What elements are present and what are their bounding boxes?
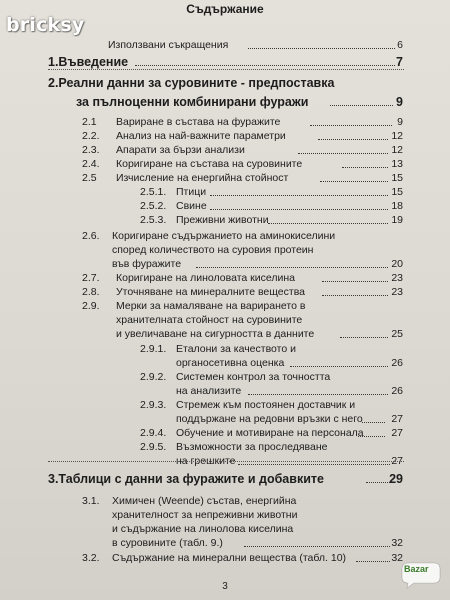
toc-entry-title: Мерки за намаляване на варирането в: [116, 300, 306, 312]
toc-entry: [0, 494, 450, 508]
toc-entry: [0, 229, 450, 243]
toc-entry-title: в суровините (табл. 9.): [112, 537, 223, 549]
toc-leader-dots: [322, 295, 388, 296]
toc-entry-page: 18: [391, 200, 403, 212]
toc-entry-number: 2.4.: [82, 158, 100, 170]
toc-entry-title: Изчисление на енергийна стойност: [116, 172, 289, 184]
toc-entry-title: Химичен (Weende) състав, енергийна: [112, 495, 297, 507]
toc-entry-number: 2.3.: [82, 144, 100, 156]
toc-entry: [0, 185, 450, 199]
toc-entry-page: 23: [391, 286, 403, 298]
toc-entry-title: Вариране в състава на фуражите: [116, 116, 281, 128]
toc-leader-dots: [310, 125, 392, 126]
toc-entry-page: 20: [391, 258, 403, 270]
toc-entry-title: 1.Въведение: [48, 55, 129, 69]
toc-entry-title: поддържане на редовни връзки с него: [176, 413, 363, 425]
toc-entry-number: 2.9.3.: [140, 399, 167, 411]
toc-entry: [0, 76, 450, 90]
toc-entry: [0, 38, 450, 52]
toc-leader-dots: [238, 464, 390, 465]
toc-leader-dots: [358, 436, 385, 437]
toc-entry-page: 7: [396, 55, 403, 69]
toc-entry: [0, 440, 450, 454]
toc-entry-number: 2.9.1.: [140, 343, 167, 355]
toc-entry: [0, 313, 450, 327]
toc-leader-dots: [318, 139, 388, 140]
toc-entry: [0, 55, 450, 69]
toc-entry-page: 6: [397, 39, 403, 51]
toc-entry: [0, 398, 450, 412]
toc-entry: [0, 115, 450, 129]
toc-entry: [0, 299, 450, 313]
toc-leader-dots: [298, 153, 388, 154]
toc-entry-page: 32: [391, 552, 403, 564]
toc-entry-page: 27: [391, 455, 403, 467]
toc-entry-number: 2.9.: [82, 300, 100, 312]
toc-entry-page: 26: [391, 357, 403, 369]
toc-entry-number: 2.7.: [82, 272, 100, 284]
page-title: Съдържание: [186, 2, 264, 16]
toc-entry-title: Стремеж към постоянен доставчик и: [176, 399, 356, 411]
toc-entry: [0, 285, 450, 299]
toc-entry-number: 2.8.: [82, 286, 100, 298]
toc-leader-dots: [248, 394, 388, 395]
toc-entry-title: във фуражите: [112, 258, 182, 270]
toc-entry-page: 13: [391, 158, 403, 170]
toc-entry: [0, 370, 450, 384]
toc-entry-title: Апарати за бързи анализи: [116, 144, 245, 156]
toc-entry: [0, 522, 450, 536]
toc-entry-title: Съдържание на минерални вещества (табл. 10): [112, 552, 347, 564]
toc-entry-page: 23: [391, 272, 403, 284]
toc-entry-page: 12: [391, 144, 403, 156]
toc-entry: [0, 426, 450, 440]
toc-entry: [0, 243, 450, 257]
toc-entry: [0, 257, 450, 271]
toc-entry-number: 2.5: [82, 172, 97, 184]
toc-entry-page: 19: [391, 214, 403, 226]
toc-entry-number: 2.9.5.: [140, 441, 167, 453]
toc-leader-dots: [330, 105, 393, 106]
toc-entry-page: 9: [396, 95, 403, 109]
toc-leader-dots: [362, 422, 385, 423]
toc-entry: [0, 95, 450, 109]
toc-entry-title: на грешките: [176, 455, 236, 467]
toc-leader-dots: [244, 546, 390, 547]
toc-leader-dots: [210, 209, 388, 210]
toc-leader-dots: [320, 181, 388, 182]
toc-entry-title: Системен контрол за точността: [176, 371, 331, 383]
toc-entry: [0, 472, 450, 486]
toc-leader-dots: [356, 561, 390, 562]
toc-entry: [0, 384, 450, 398]
toc-entry-number: 2.5.1.: [140, 186, 167, 198]
toc-entry: [0, 213, 450, 227]
toc-entry-title: на анализите: [176, 385, 242, 397]
toc-entry-page: 25: [391, 328, 403, 340]
toc-entry-page: 27: [391, 427, 403, 439]
toc-leader-dots: [290, 366, 388, 367]
toc-leader-dots: [342, 167, 388, 168]
toc-entry: [0, 143, 450, 157]
toc-entry-title: Уточняване на минералните вещества: [116, 286, 305, 298]
toc-entry-title: Еталони за качеството и: [176, 343, 296, 355]
toc-entry: [0, 199, 450, 213]
toc-entry-page: 32: [391, 537, 403, 549]
toc-entry: [0, 271, 450, 285]
toc-entry: [0, 171, 450, 185]
toc-leader-dots: [196, 267, 388, 268]
toc-entry-title: Коригиране на състава на суровините: [116, 158, 303, 170]
toc-entry-number: 2.9.2.: [140, 371, 167, 383]
section-divider: [48, 69, 404, 70]
toc-entry-title: Използвани съкращения: [108, 39, 229, 51]
toc-entry-title: хранителната стойност на суровините: [116, 314, 303, 326]
toc-entry: [0, 356, 450, 370]
toc-entry-title: Възможности за проследяване: [176, 441, 328, 453]
toc-entry-title: 2.Реални данни за суровините - предпоставка: [48, 76, 335, 90]
toc-entry-title: за пълноценни комбинирани фуражи: [76, 95, 309, 109]
toc-entry-title: Преживни животни: [176, 214, 269, 226]
toc-entry-title: и съдържание на линолова киселина: [112, 523, 294, 535]
toc-entry-number: 3.2.: [82, 552, 100, 564]
toc-entry-page: 29: [389, 472, 403, 486]
toc-entry-title: Коригиране съдържанието на аминокиселини: [112, 230, 336, 242]
toc-entry-number: 2.5.2.: [140, 200, 167, 212]
toc-leader-dots: [210, 195, 388, 196]
page-number: 3: [222, 581, 228, 592]
toc-entry: [0, 412, 450, 426]
toc-entry: [0, 508, 450, 522]
toc-entry-page: 27: [391, 413, 403, 425]
toc-entry-page: 9: [397, 116, 403, 128]
toc-entry: [0, 551, 450, 565]
toc-entry-title: Свине: [176, 200, 207, 212]
toc-entry-title: Птици: [176, 186, 207, 198]
section-divider: [48, 461, 404, 462]
toc-entry-number: 2.5.3.: [140, 214, 167, 226]
watermark-right: Bazar: [404, 564, 429, 574]
toc-entry: [0, 327, 450, 341]
toc-entry-title: Коригиране на линоловата киселина: [116, 272, 295, 284]
toc-leader-dots: [340, 337, 388, 338]
toc-entry-title: органосетивна оценка: [176, 357, 285, 369]
toc-entry: [0, 157, 450, 171]
toc-entry-number: 2.1: [82, 116, 97, 128]
toc-entry-title: Анализ на най-важните параметри: [116, 130, 286, 142]
toc-entry-number: 3.1.: [82, 495, 100, 507]
toc-entry-page: 26: [391, 385, 403, 397]
watermark-left: bricksy: [6, 14, 85, 36]
toc-entry: [0, 129, 450, 143]
toc-entry-title: според количеството на суровия протеин: [112, 244, 314, 256]
toc-entry-number: 2.2.: [82, 130, 100, 142]
toc-entry-number: 2.9.4.: [140, 427, 167, 439]
toc-entry-title: и увеличаване на сигурността в данните: [116, 328, 315, 340]
toc-entry: [0, 342, 450, 356]
toc-entry-number: 2.6.: [82, 230, 100, 242]
toc-entry-title: 3.Таблици с данни за фуражите и добавките: [48, 472, 324, 486]
toc-entry-title: хранителност за непреживни животни: [112, 509, 298, 521]
toc-leader-dots: [366, 482, 392, 483]
toc-entry-page: 12: [391, 130, 403, 142]
toc-entry-page: 15: [391, 172, 403, 184]
toc-entry-page: 15: [391, 186, 403, 198]
toc-leader-dots: [268, 223, 388, 224]
toc-leader-dots: [248, 48, 395, 49]
toc-leader-dots: [135, 65, 395, 66]
toc-entry-title: Обучение и мотивиране на персонала: [176, 427, 364, 439]
toc-leader-dots: [322, 281, 388, 282]
toc-entry: [0, 536, 450, 550]
